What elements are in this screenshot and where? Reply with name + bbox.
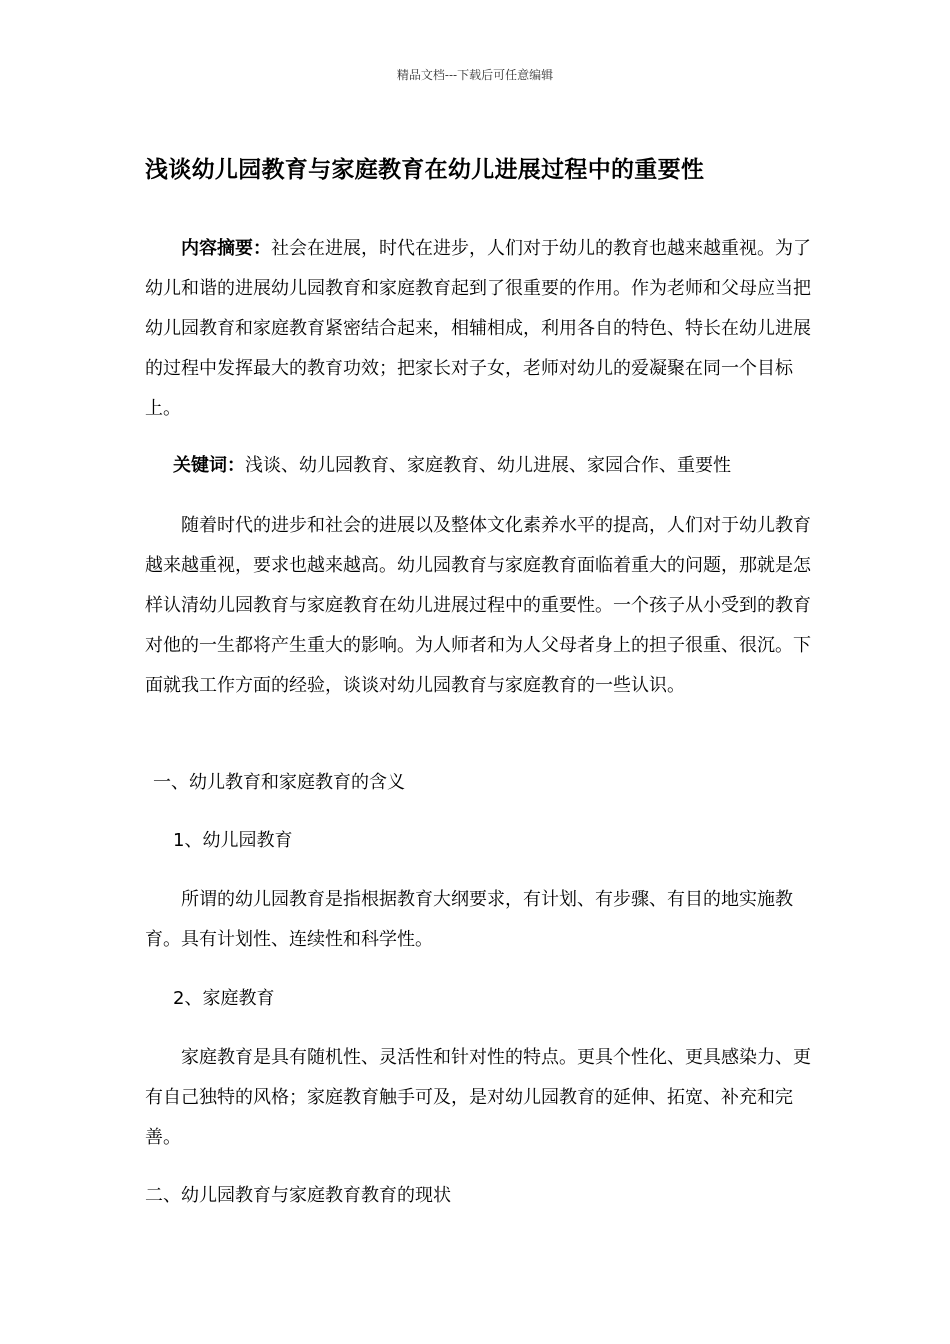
page-header: 精品文档---下载后可任意编辑: [396, 68, 554, 82]
abstract-paragraph: [145, 229, 813, 429]
subsection-1-paragraph: 所谓的幼儿园教育是指根据教育大纲要求，有计划、有步骤、有目的地实施教育。具有计划性、连续性和科学性。: [145, 889, 793, 950]
section-1-heading: 一、幼儿教育和家庭教育的含义: [153, 772, 405, 793]
abstract-label: 内容摘要：: [181, 238, 271, 259]
keywords-paragraph: [173, 446, 731, 486]
intro-paragraph: 随着时代的进步和社会的进展以及整体文化素养水平的提高，人们对于幼儿教育越来越重视，要求也越来越高。幼儿园教育与家庭教育面临着重大的问题，那就是怎样认清幼儿园教育与家庭教育在幼儿进展过程中的重要性。一个孩子从小受到的教育对他的一生都将产生重大的影响。为人师者和为人父母者身上的担子很重、很沉。下面就我工作方面的经验，谈谈对幼儿园教育与家庭教育的一些认识。: [145, 515, 811, 696]
subsection-2-heading: 2、家庭教育: [173, 988, 275, 1009]
abstract-text: 社会在进展，时代在进步，人们对于幼儿的教育也越来越重视。为了幼儿和谐的进展幼儿园教育和家庭教育起到了很重要的作用。作为老师和父母应当把幼儿园教育和家庭教育紧密结合起来，相辅相成，利用各自的特色、特长在幼儿进展的过程中发挥最大的教育功效；把家长对子女，老师对幼儿的爱凝聚在同一个目标上。: [145, 238, 811, 419]
keywords-text: 浅谈、幼儿园教育、家庭教育、幼儿进展、家园合作、重要性: [245, 455, 731, 476]
section-2-heading: 二、幼儿园教育与家庭教育教育的现状: [145, 1185, 451, 1206]
subsection-2-paragraph: 家庭教育是具有随机性、灵活性和针对性的特点。更具个性化、更具感染力、更有自己独特的风格；家庭教育触手可及，是对幼儿园教育的延伸、拓宽、补充和完善。: [145, 1047, 811, 1148]
document-title: 浅谈幼儿园教育与家庭教育在幼儿进展过程中的重要性: [145, 157, 705, 183]
subsection-1-heading: 1、幼儿园教育: [173, 830, 293, 851]
keywords-label: 关键词：: [173, 455, 245, 476]
